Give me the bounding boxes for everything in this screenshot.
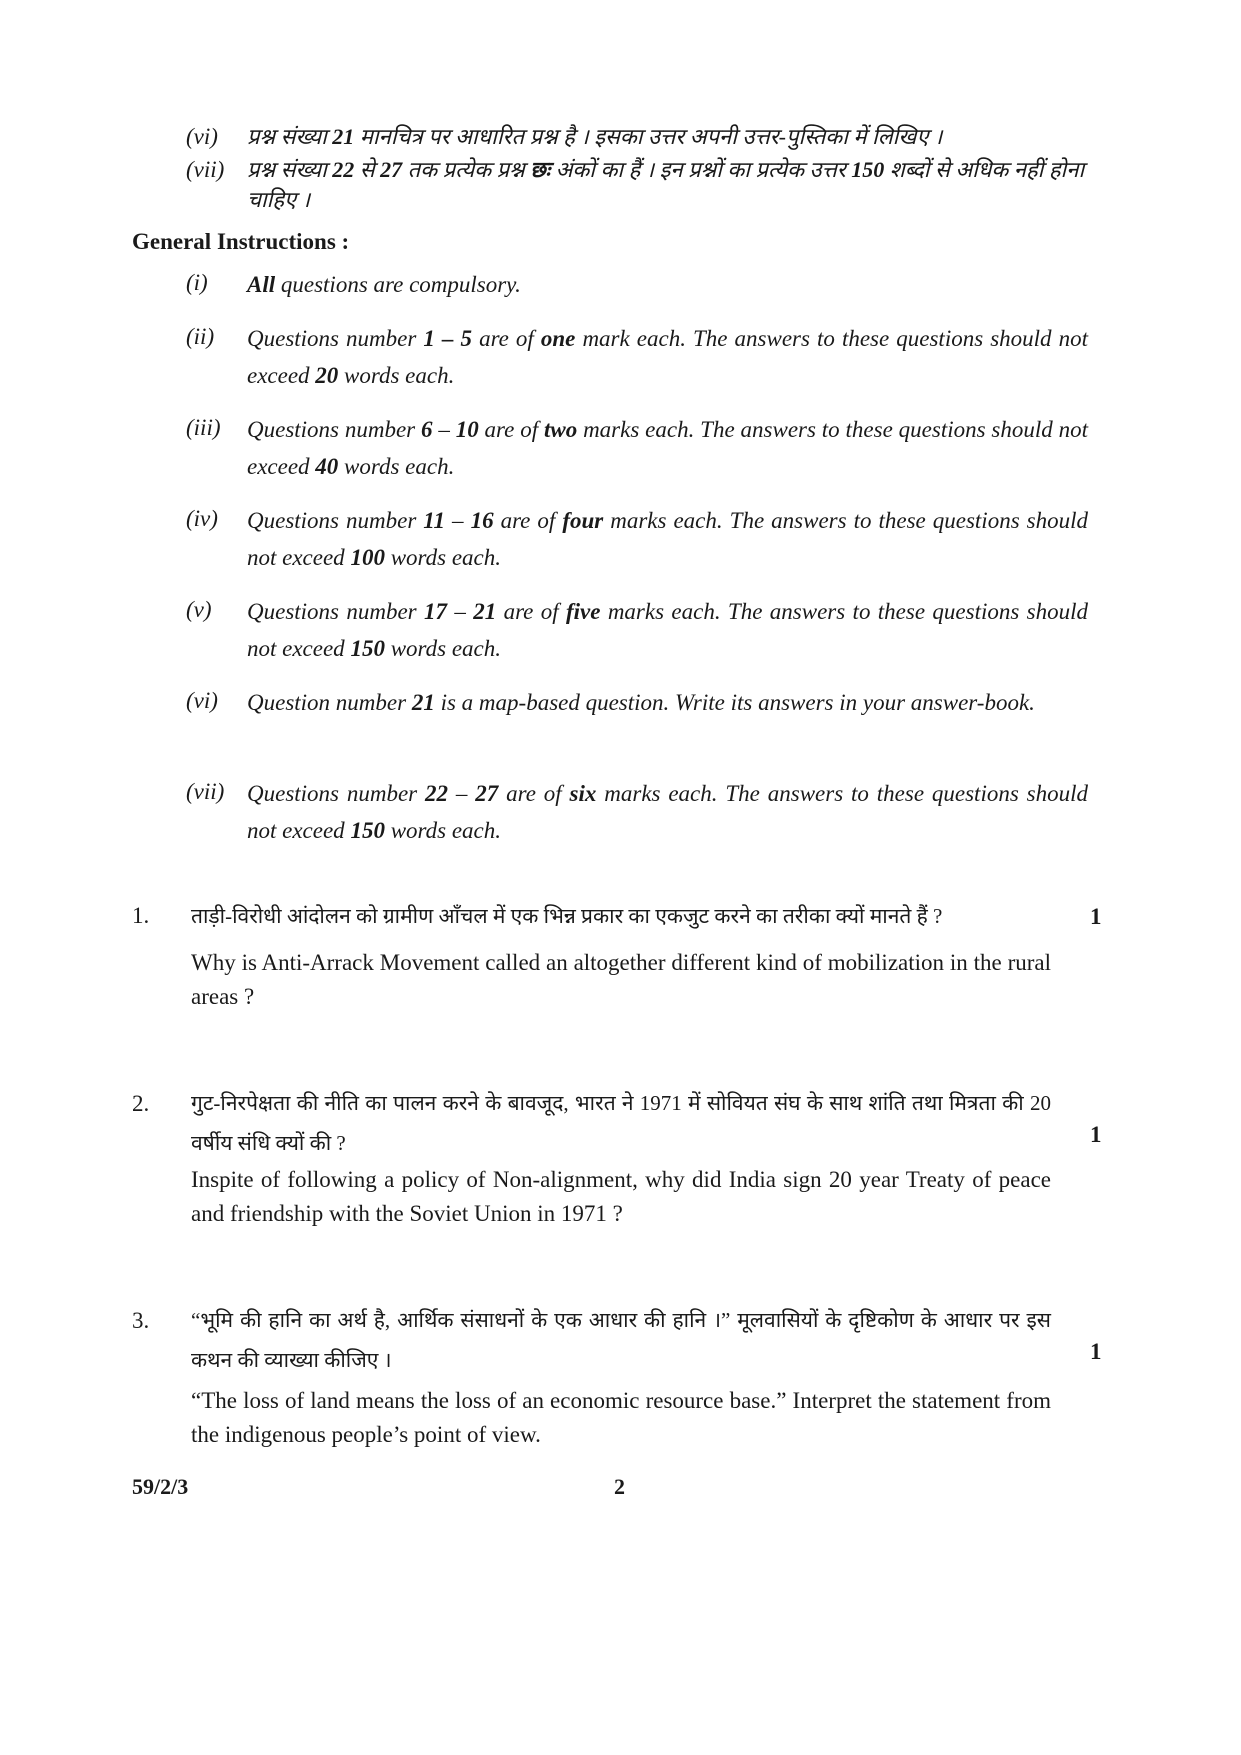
- question-english: “The loss of land means the loss of an economic resource base.” Interpret the statement from the indigenous people’s point of view.: [191, 1388, 1051, 1447]
- page-number: 2: [614, 1474, 625, 1499]
- hindi-instr-text: प्रश्न संख्या 22 से 27 तक प्रत्येक प्रश्न छः अंकों का हैं । इन प्रश्नों का प्रत्येक उत्तर 150 शब्दों से अधिक नहीं होना चाहिए ।: [247, 157, 1085, 212]
- instr-num: (iv): [186, 506, 218, 531]
- question-number: 3.: [132, 1308, 150, 1333]
- hindi-instr-num: (vi): [186, 124, 218, 149]
- instr-text: Questions number 11 – 16 are of four marks each. The answers to these questions should not exceed 100 words each.: [247, 508, 1088, 570]
- hindi-instr-text: प्रश्न संख्या 21 मानचित्र पर आधारित प्रश्न है । इसका उत्तर अपनी उत्तर-पुस्तिका में लिखिए ।: [247, 124, 943, 149]
- instr-num: (vi): [186, 688, 218, 713]
- instr-text: Questions number 17 – 21 are of five marks each. The answers to these questions should not exceed 150 words each.: [247, 599, 1089, 661]
- instr-text: Questions number 6 – 10 are of two marks each. The answers to these questions should not exceed 40 words each.: [247, 417, 1088, 479]
- question-hindi: “भूमि की हानि का अर्थ है, आर्थिक संसाधनों के एक आधार की हानि ।” मूलवासियों के दृष्टिकोण के आधार पर इस कथन की व्याख्या कीजिए ।: [191, 1308, 1051, 1372]
- instr-num: (vii): [186, 779, 225, 804]
- instr-num: (v): [186, 597, 212, 622]
- question-english: Inspite of following a policy of Non-alignment, why did India sign 20 year Treaty of peace and friendship with the Soviet Union in 1971 ?: [191, 1167, 1051, 1226]
- question-english: Why is Anti-Arrack Movement called an altogether different kind of mobilization in the rural areas ?: [191, 950, 1051, 1009]
- question-marks: 1: [1090, 1122, 1102, 1147]
- instr-text: All questions are compulsory.: [247, 272, 521, 297]
- instr-text: Question number 21 is a map-based question. Write its answers in your answer-book.: [247, 690, 1035, 715]
- question-marks: 1: [1090, 1339, 1102, 1364]
- question-hindi: ताड़ी-विरोधी आंदोलन को ग्रामीण आँचल में एक भिन्न प्रकार का एकजुट करने का तरीका क्यों मानते हैं ?: [191, 904, 943, 928]
- instr-num: (i): [186, 270, 208, 295]
- instr-num: (ii): [186, 324, 215, 349]
- paper-code: 59/2/3: [132, 1474, 189, 1499]
- question-marks: 1: [1090, 904, 1102, 929]
- question-hindi: गुट-निरपेक्षता की नीति का पालन करने के बावजूद, भारत ने 1971 में सोवियत संघ के साथ शांति तथा मित्रता की 20 वर्षीय संधि क्यों की ?: [191, 1091, 1051, 1155]
- instr-text: Questions number 1 – 5 are of one mark each. The answers to these questions should not exceed 20 words each.: [247, 326, 1089, 388]
- hindi-instr-num: (vii): [186, 157, 225, 182]
- instr-num: (iii): [186, 415, 221, 440]
- question-number: 2.: [132, 1091, 150, 1116]
- instr-text: Questions number 22 – 27 are of six marks each. The answers to these questions should not exceed 150 words each.: [247, 781, 1088, 843]
- question-number: 1.: [132, 903, 150, 928]
- general-instructions-heading: General Instructions :: [132, 229, 350, 254]
